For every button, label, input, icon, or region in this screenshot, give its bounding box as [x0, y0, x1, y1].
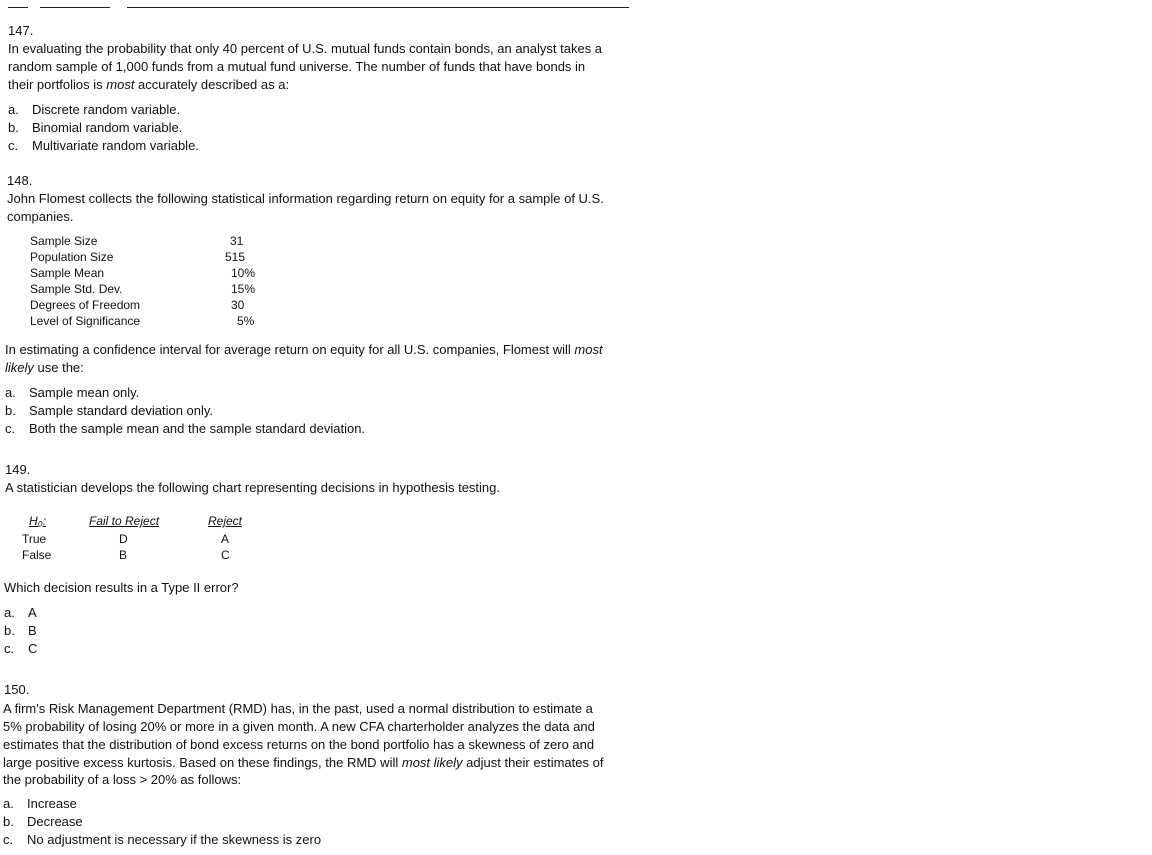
- table-cell: B: [119, 548, 128, 562]
- option-c[interactable]: c. Both the sample mean and the sample standard deviation.: [5, 421, 366, 436]
- stat-label: Sample Size: [30, 234, 98, 248]
- stat-label: Population Size: [30, 250, 114, 264]
- question-text-line: their portfolios is most accurately described as a:: [8, 77, 290, 92]
- stat-value: 5%: [237, 314, 255, 328]
- option-c[interactable]: c. No adjustment is necessary if the skewness is zero: [3, 832, 322, 847]
- stat-value: 515: [225, 250, 246, 264]
- table-header-fail-to-reject: Fail to Reject: [89, 514, 160, 528]
- option-a[interactable]: a. Discrete random variable.: [8, 102, 181, 117]
- question-text-line: 5% probability of losing 20% or more in a given month. A new CFA charterholder analyzes the data and: [3, 719, 595, 734]
- table-header-h0: H₀:: [29, 514, 47, 528]
- table-header-reject: Reject: [208, 514, 243, 528]
- table-row-label: True: [22, 532, 47, 546]
- question-prompt: Which decision results in a Type II error?: [4, 580, 239, 595]
- question-text-line: large positive excess kurtosis. Based on these findings, the RMD will most likely adjust their estimates of: [3, 755, 604, 770]
- table-row-label: False: [22, 548, 52, 562]
- question-prompt-line: likely use the:: [5, 360, 84, 375]
- question-text-line: A statistician develops the following chart representing decisions in hypothesis testing.: [5, 480, 501, 495]
- stat-value: 10%: [231, 266, 256, 280]
- stat-label: Sample Mean: [30, 266, 105, 280]
- top-rule-short-1: [8, 7, 28, 8]
- question-text-line: John Flomest collects the following statistical information regarding return on equity for a sample of U.S.: [7, 191, 604, 206]
- top-rule-long: [127, 7, 629, 8]
- option-a[interactable]: a. Increase: [3, 796, 77, 811]
- option-b[interactable]: b. Sample standard deviation only.: [5, 403, 214, 418]
- question-number: 147.: [8, 23, 34, 38]
- table-cell: D: [119, 532, 128, 546]
- stat-value: 30: [231, 298, 245, 312]
- top-rule-short-2: [40, 7, 110, 8]
- table-cell: A: [221, 532, 230, 546]
- question-prompt-line: In estimating a confidence interval for average return on equity for all U.S. companies, Flomest will most: [5, 342, 603, 357]
- question-number: 149.: [5, 462, 31, 477]
- question-text-line: estimates that the distribution of bond excess returns on the bond portfolio has a skewness of zero and: [3, 737, 595, 752]
- stat-value: 31: [230, 234, 244, 248]
- option-b[interactable]: b. Decrease: [3, 814, 83, 829]
- stat-label: Sample Std. Dev.: [30, 282, 123, 296]
- question-text-line: random sample of 1,000 funds from a mutual fund universe. The number of funds that have bonds in: [8, 59, 586, 74]
- question-text-line: A firm's Risk Management Department (RMD) has, in the past, used a normal distribution to estimate a: [3, 701, 593, 716]
- stat-value: 15%: [231, 282, 256, 296]
- option-c[interactable]: c. C: [4, 641, 38, 656]
- option-a[interactable]: a. A: [4, 605, 37, 620]
- table-cell: C: [221, 548, 230, 562]
- stat-label: Level of Significance: [30, 314, 141, 328]
- question-text-line: In evaluating the probability that only 40 percent of U.S. mutual funds contain bonds, an analyst takes a: [8, 41, 603, 56]
- option-c[interactable]: c. Multivariate random variable.: [8, 138, 199, 153]
- question-text-line: the probability of a loss > 20% as follows:: [3, 772, 242, 787]
- option-a[interactable]: a. Sample mean only.: [5, 385, 140, 400]
- question-number: 148.: [7, 173, 33, 188]
- question-text-line: companies.: [7, 209, 74, 224]
- question-number: 150.: [4, 682, 30, 697]
- stat-label: Degrees of Freedom: [30, 298, 141, 312]
- option-b[interactable]: b. Binomial random variable.: [8, 120, 183, 135]
- option-b[interactable]: b. B: [4, 623, 37, 638]
